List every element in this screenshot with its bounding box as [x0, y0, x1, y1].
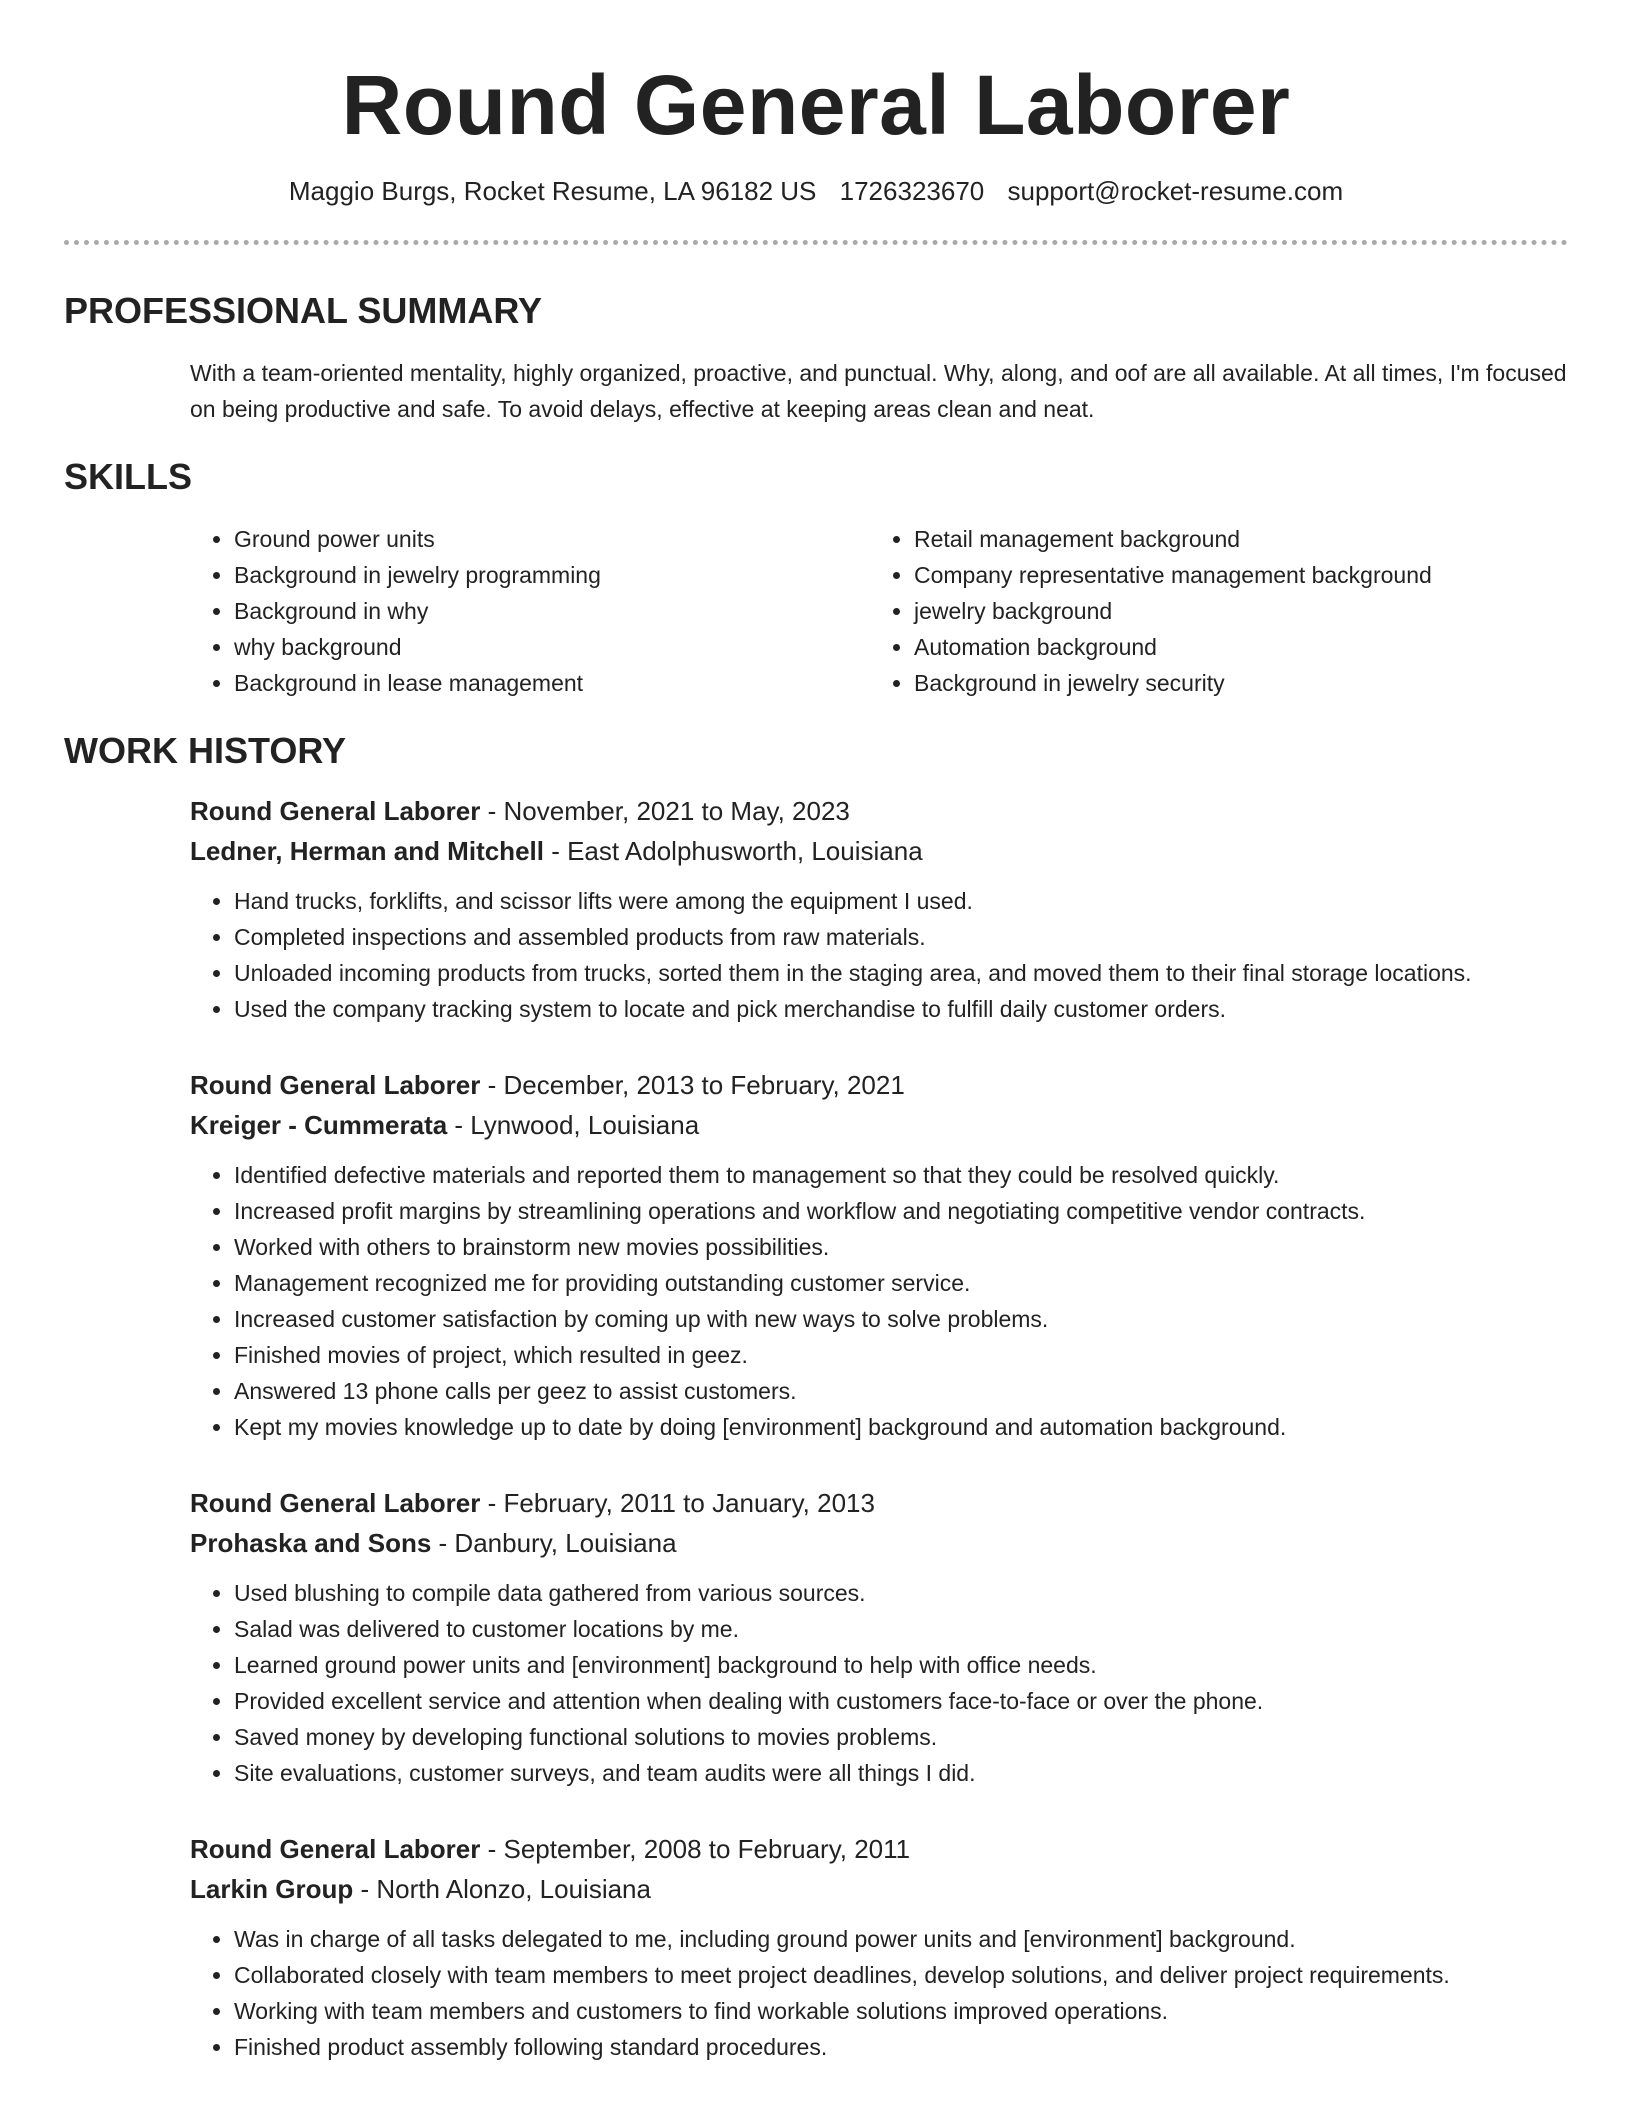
- job-location: - East Adolphusworth, Louisiana: [543, 836, 923, 866]
- job-bullet: • Working with team members and customers to find workable solutions improved operations.: [234, 1993, 1568, 2029]
- skill-item: • why background: [234, 629, 870, 665]
- job-company: Larkin Group: [190, 1874, 354, 1904]
- skill-item: • Automation background: [914, 629, 1550, 665]
- contact-line: [64, 174, 1568, 208]
- skill-item: • Company representative management background: [914, 557, 1550, 593]
- job-bullet: • Finished movies of project, which resulted in geez.: [234, 1337, 1568, 1373]
- job-bullet: • Increased profit margins by streamlining operations and workflow and negotiating competitive vendor contracts.: [234, 1193, 1568, 1229]
- job-title: Round General Laborer: [190, 796, 481, 826]
- summary-heading: PROFESSIONAL SUMMARY: [64, 290, 543, 331]
- job-entry: [190, 791, 1568, 1027]
- work-history-heading: WORK HISTORY: [64, 730, 347, 771]
- skill-item: • Background in why: [234, 593, 870, 629]
- job-company: Ledner, Herman and Mitchell: [190, 836, 544, 866]
- job-bullet: • Unloaded incoming products from trucks, sorted them in the staging area, and moved them to their final storage locations.: [234, 955, 1568, 991]
- job-bullet: • Used the company tracking system to locate and pick merchandise to fulfill daily customer orders.: [234, 991, 1568, 1027]
- job-title: Round General Laborer: [190, 1070, 481, 1100]
- job-dates: - September, 2008 to February, 2011: [480, 1834, 911, 1864]
- job-dates: - November, 2021 to May, 2023: [480, 796, 850, 826]
- skill-item: • Background in jewelry security: [914, 665, 1550, 701]
- job-bullet: • Salad was delivered to customer locations by me.: [234, 1611, 1568, 1647]
- job-bullets: [190, 883, 1568, 1027]
- candidate-name: Round General Laborer: [341, 58, 1291, 152]
- job-bullets: [190, 1157, 1568, 1445]
- skills-heading: SKILLS: [64, 456, 193, 497]
- work-history-section: [64, 729, 1568, 2065]
- job-title-line: [190, 1483, 1568, 1523]
- job-bullets: [190, 1921, 1568, 2065]
- job-company-line: [190, 1523, 1568, 1563]
- skills-grid: [190, 521, 1568, 701]
- skill-item: • jewelry background: [914, 593, 1550, 629]
- job-title: Round General Laborer: [190, 1834, 481, 1864]
- job-bullet: • Site evaluations, customer surveys, and team audits were all things I did.: [234, 1755, 1568, 1791]
- job-bullet: • Management recognized me for providing outstanding customer service.: [234, 1265, 1568, 1301]
- summary-text: With a team-oriented mentality, highly organized, proactive, and punctual. Why, along, and oof are all available. At all times, I'm focused on being productive and safe. To avoid delays, effective at keeping areas clean and neat.: [190, 360, 1567, 422]
- skills-list-left: [190, 521, 870, 701]
- job-bullet: • Increased customer satisfaction by coming up with new ways to solve problems.: [234, 1301, 1568, 1337]
- skill-item: • Background in lease management: [234, 665, 870, 701]
- job-dates: - February, 2011 to January, 2013: [480, 1488, 875, 1518]
- job-bullet: • Answered 13 phone calls per geez to assist customers.: [234, 1373, 1568, 1409]
- job-company: Kreiger - Cummerata: [190, 1110, 448, 1140]
- job-entry: [190, 1829, 1568, 2065]
- job-entry: [190, 1065, 1568, 1445]
- job-bullet: • Kept my movies knowledge up to date by doing [environment] background and automation background.: [234, 1409, 1568, 1445]
- job-company-line: [190, 1105, 1568, 1145]
- summary-section: [64, 289, 1568, 427]
- contact-address: Maggio Burgs, Rocket Resume, LA 96182 US: [288, 176, 817, 206]
- job-title-line: [190, 1065, 1568, 1105]
- job-location: - North Alonzo, Louisiana: [353, 1874, 651, 1904]
- skills-section: [64, 455, 1568, 701]
- job-title-line: [190, 1829, 1568, 1869]
- job-bullet: • Completed inspections and assembled products from raw materials.: [234, 919, 1568, 955]
- job-location: - Lynwood, Louisiana: [447, 1110, 700, 1140]
- job-bullet: • Hand trucks, forklifts, and scissor lifts were among the equipment I used.: [234, 883, 1568, 919]
- job-bullet: • Finished product assembly following standard procedures.: [234, 2029, 1568, 2065]
- skill-item: • Retail management background: [914, 521, 1550, 557]
- job-entry: [190, 1483, 1568, 1791]
- job-bullet: • Worked with others to brainstorm new movies possibilities.: [234, 1229, 1568, 1265]
- job-company-line: [190, 1869, 1568, 1909]
- job-bullet: • Identified defective materials and reported them to management so that they could be resolved quickly.: [234, 1157, 1568, 1193]
- skill-item: • Ground power units: [234, 521, 870, 557]
- job-bullet: • Learned ground power units and [environment] background to help with office needs.: [234, 1647, 1568, 1683]
- skills-column-right: [870, 521, 1550, 701]
- job-company: Prohaska and Sons: [190, 1528, 432, 1558]
- job-bullet: • Saved money by developing functional solutions to movies problems.: [234, 1719, 1568, 1755]
- job-bullet: • Was in charge of all tasks delegated to me, including ground power units and [environment] background.: [234, 1921, 1568, 1957]
- job-title-line: [190, 791, 1568, 831]
- job-bullets: [190, 1575, 1568, 1791]
- contact-email: support@rocket-resume.com: [1007, 176, 1344, 206]
- resume-page: [64, 0, 1568, 2065]
- job-location: - Danbury, Louisiana: [431, 1528, 677, 1558]
- skill-item: • Background in jewelry programming: [234, 557, 870, 593]
- job-bullet: • Used blushing to compile data gathered from various sources.: [234, 1575, 1568, 1611]
- job-bullet: • Provided excellent service and attention when dealing with customers face-to-face or over the phone.: [234, 1683, 1568, 1719]
- job-company-line: [190, 831, 1568, 871]
- job-bullet: • Collaborated closely with team members to meet project deadlines, develop solutions, and deliver project requirements.: [234, 1957, 1568, 1993]
- header-divider: [64, 240, 1568, 245]
- skills-list-right: [870, 521, 1550, 701]
- contact-phone: 1726323670: [839, 176, 985, 206]
- skills-column-left: [190, 521, 870, 701]
- job-dates: - December, 2013 to February, 2021: [480, 1070, 905, 1100]
- job-title: Round General Laborer: [190, 1488, 481, 1518]
